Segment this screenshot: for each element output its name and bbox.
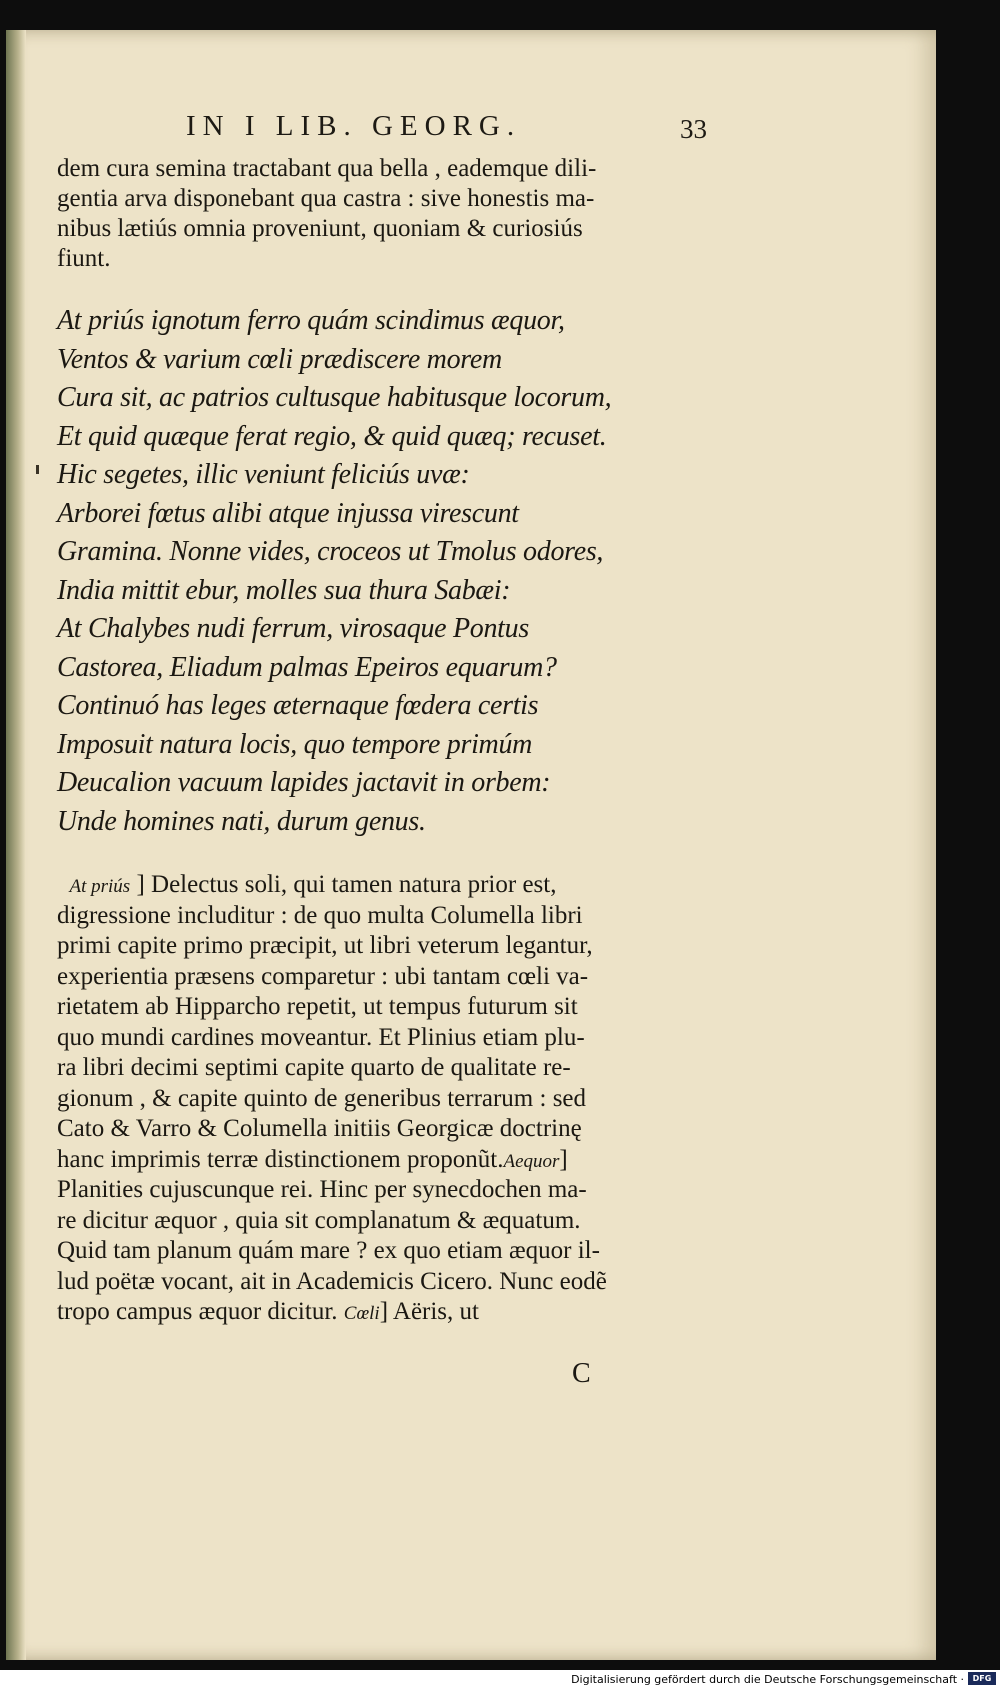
text-line: nibus lætiús omnia proveniunt, quoniam & curiosiús (57, 215, 583, 242)
lemma: Aequor (503, 1150, 560, 1172)
commentary-line (57, 870, 607, 901)
commentary-text: tropo campus æquor dicitur. (57, 1298, 338, 1325)
verse-line: Ventos & varium cœli prædiscere morem (57, 343, 502, 375)
commentary-line: Planities cujuscunque rei. Hinc per synecdochen ma- (57, 1176, 587, 1203)
verse-line: Cura sit, ac patrios cultusque habitusque locorum, (57, 382, 612, 413)
text-line: gentia arva disponebant qua castra : sive honestis ma- (57, 185, 595, 212)
verse-line: Continuó has leges æternaque fœdera certis (57, 690, 539, 721)
verse-line: Unde homines nati, durum genus. (57, 805, 426, 837)
lemma-bracket: ] (559, 1145, 568, 1173)
commentary-line (57, 1145, 607, 1176)
commentary-line: Cato & Varro & Columella initiis Georgicæ doctrinę (57, 1115, 582, 1142)
verse-line: Arborei fœtus alibi atque injussa virescunt (57, 497, 519, 529)
text-line: dem cura semina tractabant qua bella , eademque dili- (57, 155, 597, 182)
dfg-logo: DFG (968, 1672, 996, 1685)
verse-line: Deucalion vacuum lapides jactavit in orbem: (57, 767, 551, 798)
commentary-text: ] Delectus soli, qui tamen natura prior est, (136, 871, 557, 898)
commentary-text: hanc imprimis terræ distinctionem proponũt. (57, 1145, 504, 1173)
commentary-line: gionum , & capite quinto de generibus terrarum : sed (57, 1084, 587, 1112)
page-number: 33 (680, 114, 707, 144)
signature-mark: C (572, 1358, 591, 1389)
text-line: fiunt. (57, 245, 111, 272)
commentary-paragraph (57, 870, 607, 1328)
margin-mark (36, 465, 39, 474)
verse-line: Gramina. Nonne vides, croceos ut Tmolus odores, (57, 536, 604, 567)
verse-line: At priús ignotum ferro quám scindimus æquor, (57, 305, 565, 336)
page-gutter (6, 30, 26, 1660)
commentary-line: rietatem ab Hipparcho repetit, ut tempus futurum sit (57, 993, 578, 1020)
footer-credit: Digitalisierung gefördert durch die Deutsche Forschungsgemeinschaft · (571, 1673, 964, 1686)
running-head: IN I LIB. GEORG. (186, 110, 522, 142)
verse-line: Hic segetes, illic veniunt feliciús uvæ: (57, 459, 470, 490)
verse-line: Imposuit natura locis, quo tempore primúm (57, 728, 533, 760)
commentary-text: ] Aëris, ut (379, 1298, 479, 1325)
lemma: At priús (69, 876, 131, 897)
commentary-line (57, 1297, 607, 1328)
commentary-line: re dicitur æquor , quia sit complanatum & æquatum. (57, 1206, 581, 1234)
verse-quotation (57, 302, 611, 841)
intro-paragraph (57, 154, 596, 274)
commentary-line: quo mundi cardines moveantur. Et Plinius etiam plu- (57, 1023, 585, 1051)
lemma: Cœli (343, 1303, 380, 1324)
commentary-line: experientia præsens comparetur : ubi tantam cœli va- (57, 962, 589, 990)
verse-line: Et quid quæque ferat regio, & quid quæq; recuset. (57, 420, 607, 452)
verse-line: India mittit ebur, molles sua thura Sabæi: (57, 574, 511, 606)
commentary-line: primi capite primo præcipit, ut libri veterum legantur, (57, 932, 593, 959)
commentary-line: lud poëtæ vocant, ait in Academicis Cicero. Nunc eodẽ (57, 1267, 607, 1295)
verse-line: Castorea, Eliadum palmas Epeiros equarum? (57, 651, 557, 683)
book-page (6, 30, 936, 1660)
verse-line: At Chalybes nudi ferrum, virosaque Pontus (57, 613, 529, 644)
commentary-line: ra libri decimi septimi capite quarto de qualitate re- (57, 1054, 571, 1081)
commentary-line: Quid tam planum quám mare ? ex quo etiam æquor il- (57, 1237, 600, 1264)
commentary-line: digressione includitur : de quo multa Columella libri (57, 901, 583, 929)
